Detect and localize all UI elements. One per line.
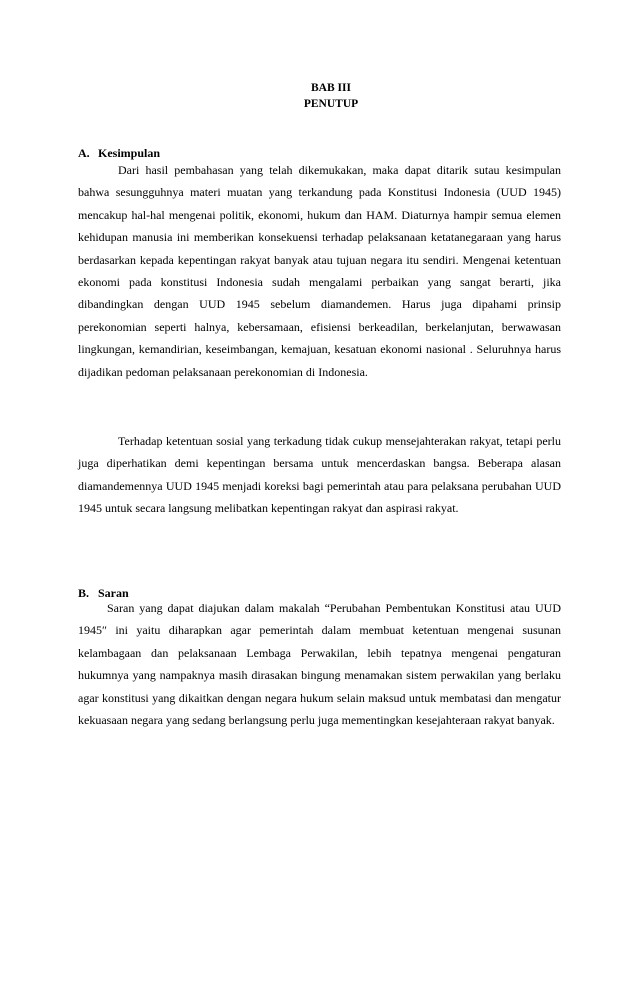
section-b-title: Saran — [98, 586, 129, 600]
chapter-title: PENUTUP — [303, 98, 359, 110]
kesimpulan-paragraph-1: Dari hasil pembahasan yang telah dikemukakan, maka dapat ditarik sutau kesimpulan bahwa sesungguhnya materi muatan yang terkandung pada Konstitusi Indonesia (UUD 1945) mencakup hal-hal mengenai politik, ekonomi, hukum dan HAM. Diaturnya hampir semua elemen kehidupan manusia ini memberikan konsekuensi terhadap pelaksanaan ketatanegaraan yang harus berdasarkan kepada kepentingan rakyat banyak atau tujuan negara itu sendiri. Mengenai ketentuan ekonomi pada konstitusi Indonesia sudah mengalami perbaikan yang sangat berarti, jika dibandingkan dengan UUD 1945 sebelum diamandemen. Harus juga dipahami prinsip perekonomian seperti halnya, kebersamaan, efisiensi berkeadilan, berkelanjutan, berwawasan lingkungan, kemandirian, keseimbangan, kemajuan, kesatuan ekonomi nasional . Seluruhnya harus dijadikan pedoman pelaksanaan perekonomian di Indonesia. — [78, 163, 561, 379]
section-a-title: Kesimpulan — [98, 146, 161, 160]
kesimpulan-paragraph-2: Terhadap ketentuan sosial yang terkadung tidak cukup mensejahterakan rakyat, tetapi perlu juga diperhatikan demi kepentingan bersama untuk mencerdaskan bangsa. Beberapa alasan diamandemennya UUD 1945 menjadi koreksi bagi pemerintah atau para pelaksana perubahan UUD 1945 untuk secara langsung melibatkan kepentingan rakyat dan aspirasi rakyat. — [78, 434, 561, 516]
chapter-heading: BAB III — [311, 82, 351, 94]
section-a-marker: A. — [78, 146, 90, 160]
section-a-heading — [78, 146, 160, 160]
saran-paragraph-1: Saran yang dapat diajukan dalam makalah “Perubahan Pembentukan Konstitusi atau UUD 1945″ ini yaitu diharapkan agar pemerintah dalam membuat ketentuan mengenai susunan kelambagaan dan pelaksanaan Lembaga Perwakilan, lebih tepatnya mengenai pengaturan hukumnya yang nampaknya masih dirasakan bingung menamakan sistem perwakilan yang berlaku agar konstitusi yang dikaitkan dengan negara hukum selain maksud untuk membatasi dan mengatur kekuasaan negara yang sedang berlangsung perlu juga mementingkan kesejahteraan rakyat banyak. — [78, 601, 561, 728]
section-b-marker: B. — [78, 586, 90, 600]
